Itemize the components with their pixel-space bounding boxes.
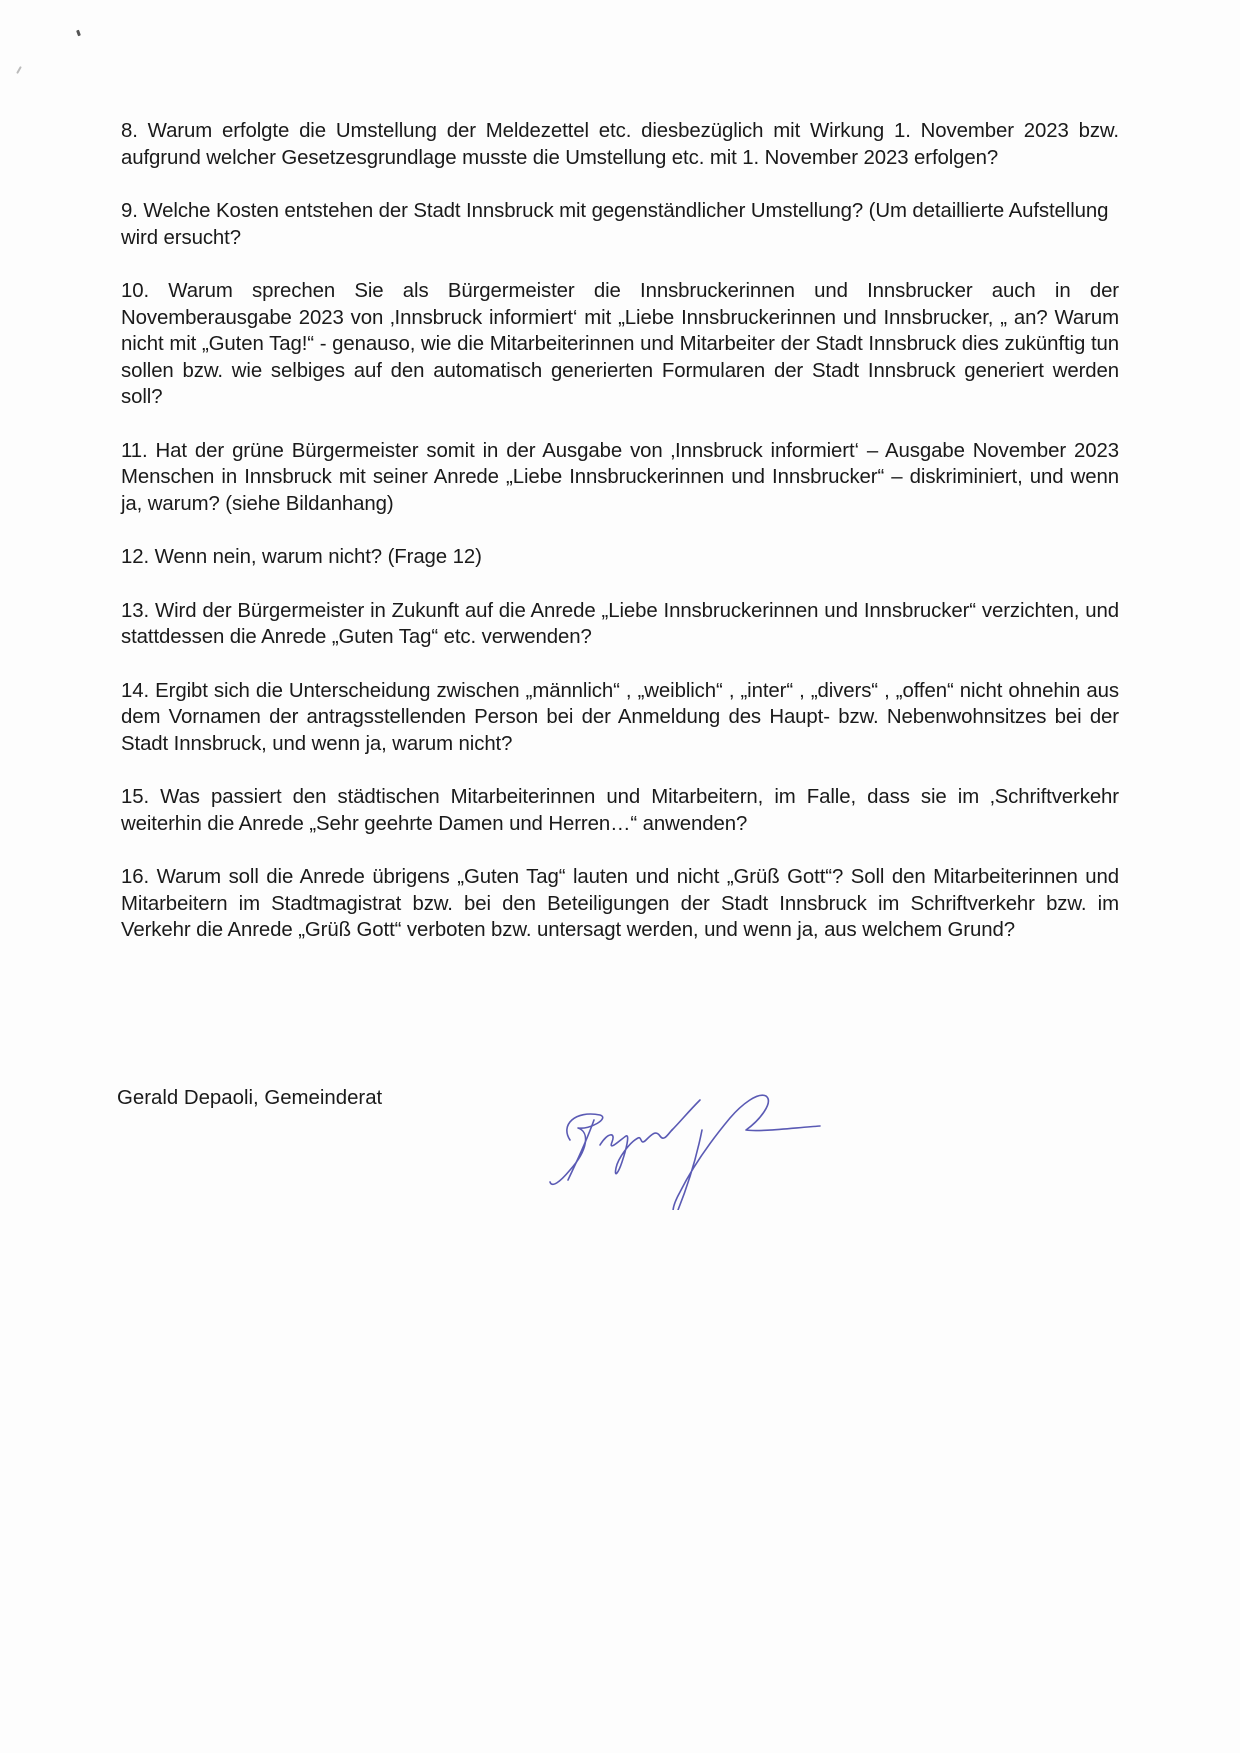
scan-speck (76, 30, 81, 37)
author-line: Gerald Depaoli, Gemeinderat (117, 1087, 383, 1109)
scan-speck (16, 66, 22, 74)
question-10: 10. Warum sprechen Sie als Bürgermeister die Innsbruckerinnen und Innsbrucker auch in der Novemberausgabe 2023 von ‚Innsbruck informiert‘ mit „Liebe Innsbruckerinnen und Innsbrucker, „ an? Warum nicht mit „Guten Tag!“ - genauso, wie die Mitarbeiterinnen und Mitarbeiter der Stadt Innsbruck dies zukünftig tun sollen bzw. wie selbiges auf den automatisch generierten Formularen der Stadt Innsbruck generiert werden soll? (121, 280, 1119, 408)
question-8: 8. Warum erfolgte die Umstellung der Meldezettel etc. diesbezüglich mit Wirkung 1. November 2023 bzw. aufgrund welcher Gesetzesgrundlage musste die Umstellung etc. mit 1. November 2023 erfolgen? (121, 120, 1119, 169)
question-9: 9. Welche Kosten entstehen der Stadt Innsbruck mit gegenständlicher Umstellung? (Um detaillierte Aufstellung wird ersucht? (121, 200, 1109, 249)
question-12: 12. Wenn nein, warum nicht? (Frage 12) (121, 546, 482, 568)
question-11: 11. Hat der grüne Bürgermeister somit in der Ausgabe von ‚Innsbruck informiert‘ – Ausgabe November 2023 Menschen in Innsbruck mit seiner Anrede „Liebe Innsbruckerinnen und Innsbrucker“ – diskriminiert, und wenn ja, warum? (siehe Bildanhang) (121, 439, 1119, 515)
question-14: 14. Ergibt sich die Unterscheidung zwischen „männlich“ , „weiblich“ , „inter“ , „divers“ , „offen“ nicht ohnehin aus dem Vornamen der antragsstellenden Person bei der Anmeldung des Haupt- bzw. Nebenwohnsitzes bei der Stadt Innsbruck, und wenn ja, warum nicht? (121, 679, 1119, 755)
question-16: 16. Warum soll die Anrede übrigens „Guten Tag“ lauten und nicht „Grüß Gott“? Soll den Mitarbeiterinnen und Mitarbeitern im Stadtmagistrat bzw. bei den Beteiligungen der Stadt Innsbruck im Schriftverkehr bzw. im Verkehr die Anrede „Grüß Gott“ verboten bzw. untersagt werden, und wenn ja, aus welchem Grund? (121, 866, 1119, 941)
question-list (121, 118, 1119, 971)
question-13: 13. Wird der Bürgermeister in Zukunft auf die Anrede „Liebe Innsbruckerinnen und Innsbrucker“ verzichten, und stattdessen die Anrede „Guten Tag“ etc. verwenden? (121, 599, 1119, 648)
handwritten-signature (530, 1070, 890, 1210)
question-15: 15. Was passiert den städtischen Mitarbeiterinnen und Mitarbeitern, im Falle, dass sie im ‚Schriftverkehr weiterhin die Anrede „Sehr geehrte Damen und Herren…“ anwenden? (121, 786, 1119, 835)
